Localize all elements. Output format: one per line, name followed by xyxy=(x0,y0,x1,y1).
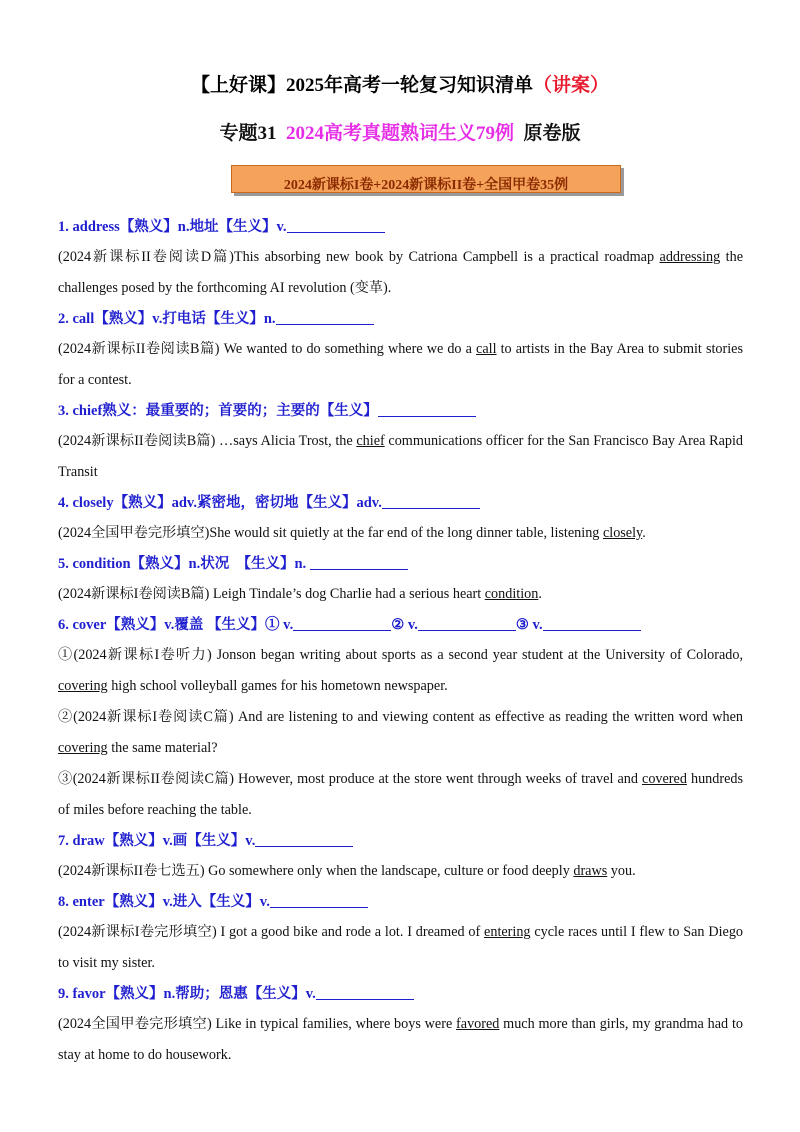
banner-text: 2024新课标I卷+2024新课标II卷+全国甲卷35例 xyxy=(283,178,569,193)
target-word: favored xyxy=(456,1016,500,1032)
example-text: . xyxy=(642,525,646,541)
answer-blank xyxy=(543,616,641,631)
example-text: (2024新课标II卷七选五) Go somewhere only when the landscape, culture or food deeply xyxy=(58,863,574,879)
example-sentence xyxy=(58,917,743,979)
target-word: chief xyxy=(356,433,385,449)
item-head-label: 5. condition【熟义】n.状况 【生义】n. xyxy=(58,556,310,572)
example-text: much more than girls, my grandma had to stay at home to do housework. xyxy=(58,1016,743,1063)
example-text: you. xyxy=(607,863,636,879)
answer-blank xyxy=(378,402,476,417)
example-text: (2024全国甲卷完形填空) Like in typical families, where boys were xyxy=(58,1016,457,1032)
example-text: high school volleyball games for his hometown newspaper. xyxy=(107,678,448,694)
vocab-item-chief-head xyxy=(58,396,743,426)
answer-blank xyxy=(270,893,368,908)
item-head-label: 8. enter【熟义】v.进入【生义】v. xyxy=(58,894,270,910)
example-text: (2024新课标I卷阅读B篇) Leigh Tindale’s dog Charlie had a serious heart xyxy=(58,586,485,602)
title-tag: （讲案） xyxy=(533,75,610,96)
example-text: hundreds of miles before reaching the table. xyxy=(58,771,744,818)
target-word: closely xyxy=(602,525,643,541)
topic-title xyxy=(0,118,800,145)
vocab-item-draw-head xyxy=(58,826,743,856)
vocab-item-cover-head xyxy=(58,610,743,640)
answer-blank xyxy=(316,985,414,1000)
example-text: (2024全国甲卷完形填空)She would sit quietly at the far end of the long dinner table, listening xyxy=(58,525,603,541)
vocab-item-address-head xyxy=(58,212,743,242)
topic-suffix: 原卷版 xyxy=(523,123,581,144)
item-head-label: 9. favor【熟义】n.帮助；恩惠【生义】v. xyxy=(58,986,316,1002)
target-word: entering xyxy=(484,924,531,940)
page-title xyxy=(0,70,800,97)
example-text: the same material? xyxy=(107,740,218,756)
vocab-item-favor-head xyxy=(58,979,743,1009)
target-word: covered xyxy=(642,771,687,787)
example-sentence xyxy=(58,764,743,826)
example-text: ②(2024新课标I卷阅读C篇) And are listening to and viewing content as effective as reading the written word when xyxy=(58,709,743,725)
example-text: ③(2024新课标II卷阅读C篇) However, most produce at the store went through weeks of travel and xyxy=(58,771,643,787)
item-head-label: 4. closely【熟义】adv.紧密地，密切地【生义】adv. xyxy=(58,495,382,511)
example-text: communications officer for the San Francisco Bay Area Rapid Transit xyxy=(58,433,743,480)
item-head-label: 6. cover【熟义】v.覆盖 【生义】① v. xyxy=(58,617,294,633)
answer-blank xyxy=(276,310,374,325)
item-head-label: 7. draw【熟义】v.画【生义】v. xyxy=(58,833,256,849)
example-text: (2024新课标II卷阅读D篇)This absorbing new book by Catriona Campbell is a practical roadmap xyxy=(58,249,660,265)
answer-blank xyxy=(310,555,408,570)
target-word: covering xyxy=(58,678,108,694)
example-sentence xyxy=(58,242,743,304)
example-sentence xyxy=(58,579,743,610)
title-main: 【上好课】2025年高考一轮复习知识清单 xyxy=(190,75,533,96)
target-word: call xyxy=(476,341,497,357)
answer-blank xyxy=(255,832,353,847)
example-text: (2024新课标II卷阅读B篇) …says Alicia Trost, the xyxy=(58,433,357,449)
example-text: (2024新课标I卷完形填空) I got a good bike and rode a lot. I dreamed of xyxy=(58,924,485,940)
example-text: ①(2024新课标I卷听力) Jonson began writing about sports as a second year student at the University of Colorado, xyxy=(58,647,743,663)
example-text: the challenges posed by the forthcoming AI revolution (变革). xyxy=(58,249,743,296)
example-sentence xyxy=(58,1009,743,1071)
target-word: covering xyxy=(58,740,108,756)
topic-prefix: 专题31 xyxy=(219,123,277,144)
example-sentence xyxy=(58,856,743,887)
example-sentence xyxy=(58,334,743,396)
example-sentence xyxy=(58,426,743,488)
example-text: . xyxy=(538,586,542,602)
answer-blank xyxy=(293,616,391,631)
example-text: (2024新课标II卷阅读B篇) We wanted to do something where we do a xyxy=(58,341,477,357)
answer-blank xyxy=(382,494,480,509)
vocab-list xyxy=(58,212,743,1071)
section-banner xyxy=(231,165,621,193)
target-word: condition xyxy=(484,586,539,602)
example-text: cycle races until I flew to San Diego to visit my sister. xyxy=(58,924,744,971)
target-word: draws xyxy=(573,863,608,879)
example-sentence xyxy=(58,640,743,702)
item-head-label: ③ v. xyxy=(515,617,543,633)
item-head-label: 3. chief熟义：最重要的；首要的；主要的【生义】 xyxy=(58,403,378,419)
example-text: to artists in the Bay Area to submit stories for a contest. xyxy=(58,341,744,388)
target-word: addressing xyxy=(659,249,721,265)
topic-main: 2024高考真题熟词生义79例 xyxy=(285,123,514,144)
example-sentence xyxy=(58,702,743,764)
item-head-label: ② v. xyxy=(391,617,418,633)
vocab-item-enter-head xyxy=(58,887,743,917)
vocab-item-closely-head xyxy=(58,488,743,518)
answer-blank xyxy=(418,616,516,631)
vocab-item-condition-head xyxy=(58,549,743,579)
answer-blank xyxy=(287,218,385,233)
item-head-label: 2. call【熟义】v.打电话【生义】n. xyxy=(58,311,276,327)
example-sentence xyxy=(58,518,743,549)
vocab-item-call-head xyxy=(58,304,743,334)
item-head-label: 1. address【熟义】n.地址【生义】v. xyxy=(58,219,287,235)
